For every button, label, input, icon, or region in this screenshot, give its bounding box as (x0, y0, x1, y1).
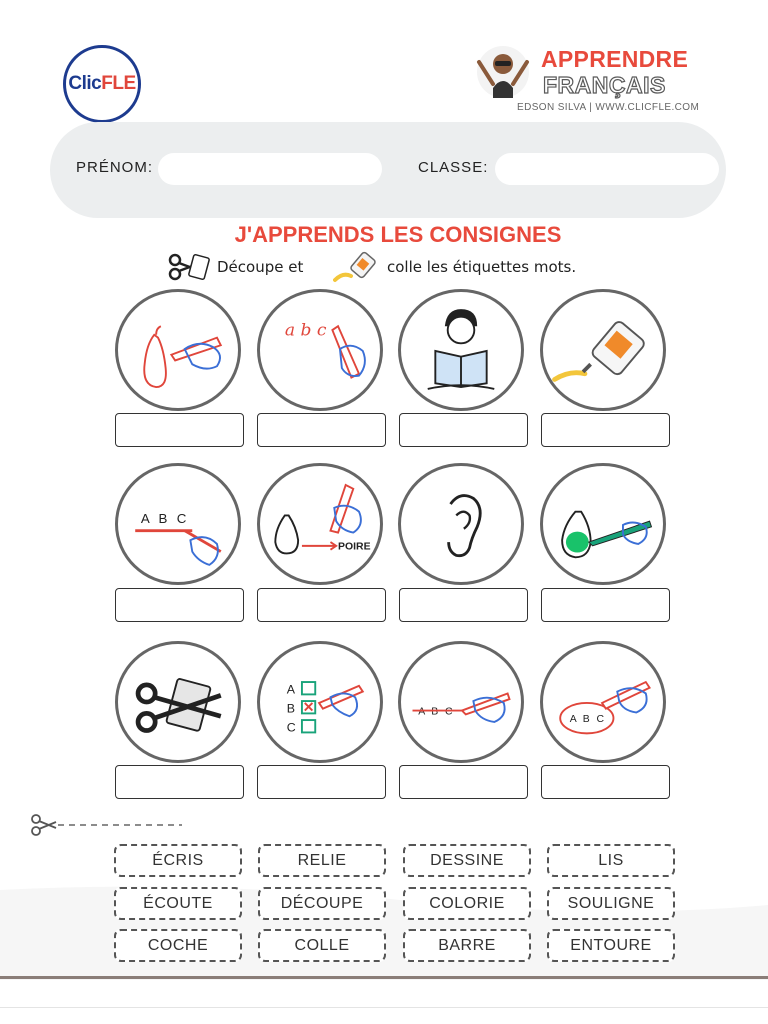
ear-icon (401, 466, 521, 582)
draw-pear-icon (118, 292, 238, 408)
image-color (540, 463, 666, 585)
word-label[interactable]: DÉCOUPE (258, 887, 386, 920)
avatar-icon (467, 44, 539, 100)
scissors-icon (167, 252, 213, 282)
brand-subtitle: EDSON SILVA | WWW.CLICFLE.COM (517, 102, 700, 113)
logo-text-clic: Clic (68, 73, 102, 94)
abc-caps-circle-text: A B C (569, 713, 606, 725)
word-label[interactable]: COCHE (114, 929, 242, 962)
image-circle (540, 641, 666, 763)
image-listen (398, 463, 524, 585)
brand-title-1: APPRENDRE (541, 46, 689, 72)
glue-bottle-icon (543, 292, 663, 408)
option-b-text: B (286, 701, 295, 716)
image-glue (540, 289, 666, 411)
word-label[interactable]: ÉCOUTE (114, 887, 242, 920)
strike-abc-icon (401, 644, 521, 760)
image-read (398, 289, 524, 411)
answer-box-6[interactable] (257, 588, 386, 622)
page-title: J'APPRENDS LES CONSIGNES (234, 222, 562, 247)
instruction-part1: Découpe et (217, 258, 304, 276)
first-name-field[interactable] (158, 153, 382, 185)
abc-script-text: a b c (284, 320, 327, 341)
reading-boy-icon (401, 292, 521, 408)
class-label: CLASSE: (418, 159, 489, 176)
write-abc-icon (260, 292, 380, 408)
answer-box-10[interactable] (257, 765, 386, 799)
image-draw (115, 289, 241, 411)
image-check (257, 641, 383, 763)
check-box-icon (260, 644, 380, 760)
word-label[interactable]: ENTOURE (547, 929, 675, 962)
clicfle-logo (63, 45, 141, 123)
glue-icon (333, 250, 383, 284)
answer-box-11[interactable] (399, 765, 528, 799)
brand-title-2: FRANÇAIS (543, 72, 666, 98)
answer-box-12[interactable] (541, 765, 670, 799)
option-a-text: A (286, 682, 295, 697)
circle-abc-icon (543, 644, 663, 760)
class-field[interactable] (495, 153, 719, 185)
abc-caps-strike-text: A B C (418, 706, 455, 718)
answer-box-7[interactable] (399, 588, 528, 622)
image-strike (398, 641, 524, 763)
word-label[interactable]: COLLE (258, 929, 386, 962)
student-info-bar (50, 122, 726, 218)
word-label[interactable]: DESSINE (403, 844, 531, 877)
cut-line (30, 812, 190, 838)
answer-box-5[interactable] (115, 588, 244, 622)
scissors-cut-icon (118, 644, 238, 760)
answer-box-9[interactable] (115, 765, 244, 799)
answer-box-3[interactable] (399, 413, 528, 447)
link-pear-word-icon (260, 466, 380, 582)
word-label[interactable]: BARRE (403, 929, 531, 962)
underline-abc-icon (118, 466, 238, 582)
answer-box-1[interactable] (115, 413, 244, 447)
logo-text-fle: FLE (101, 73, 136, 94)
brand-block (465, 44, 705, 118)
answer-box-8[interactable] (541, 588, 670, 622)
abc-caps-text: A B C (140, 511, 190, 527)
word-label[interactable]: ÉCRIS (114, 844, 242, 877)
word-label[interactable]: RELIE (258, 844, 386, 877)
bottom-divider-thin (0, 1007, 768, 1008)
cut-scissors-icon (32, 815, 56, 835)
color-pear-icon (543, 466, 663, 582)
answer-box-2[interactable] (257, 413, 386, 447)
answer-box-4[interactable] (541, 413, 670, 447)
word-label[interactable]: SOULIGNE (547, 887, 675, 920)
image-link (257, 463, 383, 585)
image-write (257, 289, 383, 411)
word-label[interactable]: LIS (547, 844, 675, 877)
option-c-text: C (286, 720, 296, 735)
bottom-divider (0, 976, 768, 979)
image-cut (115, 641, 241, 763)
poire-text: POIRE (338, 541, 371, 553)
first-name-label: PRÉNOM: (76, 159, 154, 176)
word-label[interactable]: COLORIE (403, 887, 531, 920)
image-underline (115, 463, 241, 585)
instruction-part2: colle les étiquettes mots. (387, 258, 577, 276)
